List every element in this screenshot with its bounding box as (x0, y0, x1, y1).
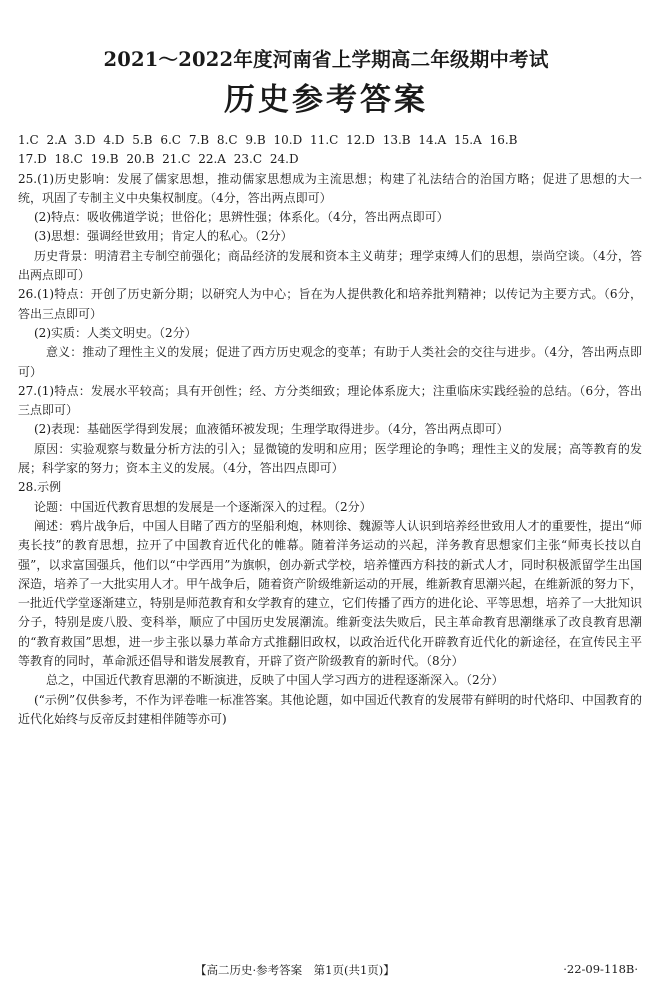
mc-answer: 20.B (126, 152, 155, 167)
mc-answer: 5.B (132, 133, 153, 147)
mc-answer: 15.A (454, 133, 482, 147)
footer-code: ·22-09-118B· (563, 962, 638, 976)
mc-answer: 21.C (162, 152, 191, 167)
mc-answer: 17.D (18, 152, 47, 167)
q28-note: (“示例”仅供参考，不作为评卷唯一标准答案。其他论题，如中国近代教育的发展带有鲜明的时代烙印、中国教育的近代化始终与反帝反封建相伴随等亦可) (18, 692, 642, 726)
q26-part2: (2)实质：人类文明史。（2分） (34, 325, 197, 340)
mc-answer: 1.C (18, 133, 39, 147)
mc-answer: 24.D (269, 152, 299, 167)
q25-part2: (2)特点：吸收佛道学说；世俗化；思辨性强；体系化。（4分，答出两点即可） (34, 210, 449, 225)
answer-key-title: 历史参考答案 (224, 82, 428, 118)
mc-answer: 2.A (46, 133, 67, 147)
q25-background: 历史背景：明清君主专制空前强化；商品经济的发展和资本主义萌芽；理学束缚人们的思想，崇尚空谈。（4分，答出两点即可） (18, 248, 642, 283)
q27-part2: (2)表现：基础医学得到发展；血液循环被发现；生理学取得进步。（4分，答出两点即可） (34, 422, 509, 437)
mc-answer: 13.B (382, 133, 411, 147)
mc-answer: 18.C (54, 152, 83, 167)
mc-answer: 23.C (233, 152, 263, 167)
q28-thesis: 论题：中国近代教育思想的发展是一个逐渐深入的过程。（2分） (34, 499, 372, 514)
mc-answer: 6.C (160, 133, 181, 147)
mc-answer: 3.D (74, 133, 96, 147)
mc-answer: 7.B (188, 133, 210, 147)
mc-answer: 8.C (216, 133, 238, 147)
mc-answer: 14.A (418, 133, 447, 147)
q26-significance: 意义：推动了理性主义的发展；促进了西方历史观念的变革；有助于人类社会的交往与进步。（4分，答出两点即可） (18, 345, 642, 379)
exam-title: 2021～2022年度河南省上学期高二年级期中考试 (103, 48, 549, 71)
mc-answer: 9.B (245, 133, 266, 147)
q28-heading: 28.示例 (18, 480, 62, 495)
q27-reasons: 原因：实验观察与数量分析方法的引入；显微镜的发明和应用；医学理论的争鸣；理性主义的发展；高等教育的发展；科学家的努力；资本主义的发展。（4分，答出四点即可） (18, 441, 642, 476)
mc-answers-row-1 (18, 131, 642, 150)
q25-part3: (3)思想：强调经世致用；肯定人的私心。（2分） (34, 229, 293, 244)
q28-conclusion: 总之，中国近代教育思潮的不断演进，反映了中国人学习西方的进程逐渐深入。（2分） (46, 673, 504, 688)
q26-part1: 26.(1)特点：开创了历史新分期；以研究人为中心；旨在为人提供教化和培养批判精神；以传记为主要方式。（6分，答出三点即可） (18, 287, 642, 321)
answer-body (18, 131, 642, 729)
q28-elaboration: 阐述：鸦片战争后，中国人目睹了西方的坚船利炮，林则徐、魏源等人认识到培养经世致用人才的重要性，提出“师夷长技”的教育思想，拉开了中国教育近代化的帷幕。随着洋务运动的兴起，洋务教育思想家们主张“师夷长技以自强”，以求富国强兵，他们以“中学西用”为旗帜，创办新式学校，培养懂西方科技的新式人才，同时积极派留学生出国深造，培养了一大批实用人才。甲午战争后，随着资产阶级维新运动的开展，维新教育思潮兴起，在维新派的努力下，一批近代学堂逐渐建立，特别是师范教育和女学教育的建立，它们传播了西方的进化论、平等思想，培养了一大批知识分子，特别是废八股、变科举，顺应了中国历史发展潮流。维新变法失败后，民主革命教育思潮继承了改良教育思潮的“教育救国”思想，进一步主张以暴力革命方式推翻旧政权，以政治近代化开辟教育近代化的新途径，在宣传民主平等教育的同时，革命派还倡导和谐发展教育，开辟了资产阶级教育的新时代。（8分） (18, 518, 643, 669)
mc-answers-row-2 (18, 150, 642, 169)
q25-part1: 25.(1)历史影响：发展了儒家思想，推动儒家思想成为主流思想；构建了礼法结合的治国方略；促进了思想的大一统，巩固了专制主义中央集权制度。（4分，答出两点即可） (18, 171, 642, 205)
mc-answer: 10.D (273, 133, 303, 147)
mc-answer: 12.D (346, 133, 375, 147)
footer-page-info: 【高二历史·参考答案 第1页(共1页)】 (195, 963, 395, 977)
mc-answer: 19.B (90, 152, 119, 167)
mc-answer: 11.C (310, 133, 339, 147)
mc-answer: 16.B (489, 133, 518, 147)
mc-answer: 4.D (103, 133, 125, 147)
mc-answer: 22.A (198, 152, 226, 167)
q27-part1: 27.(1)特点：发展水平较高；具有开创性；经、方分类细致；理论体系庞大；注重临床实践经验的总结。（6分，答出三点即可） (18, 383, 642, 418)
